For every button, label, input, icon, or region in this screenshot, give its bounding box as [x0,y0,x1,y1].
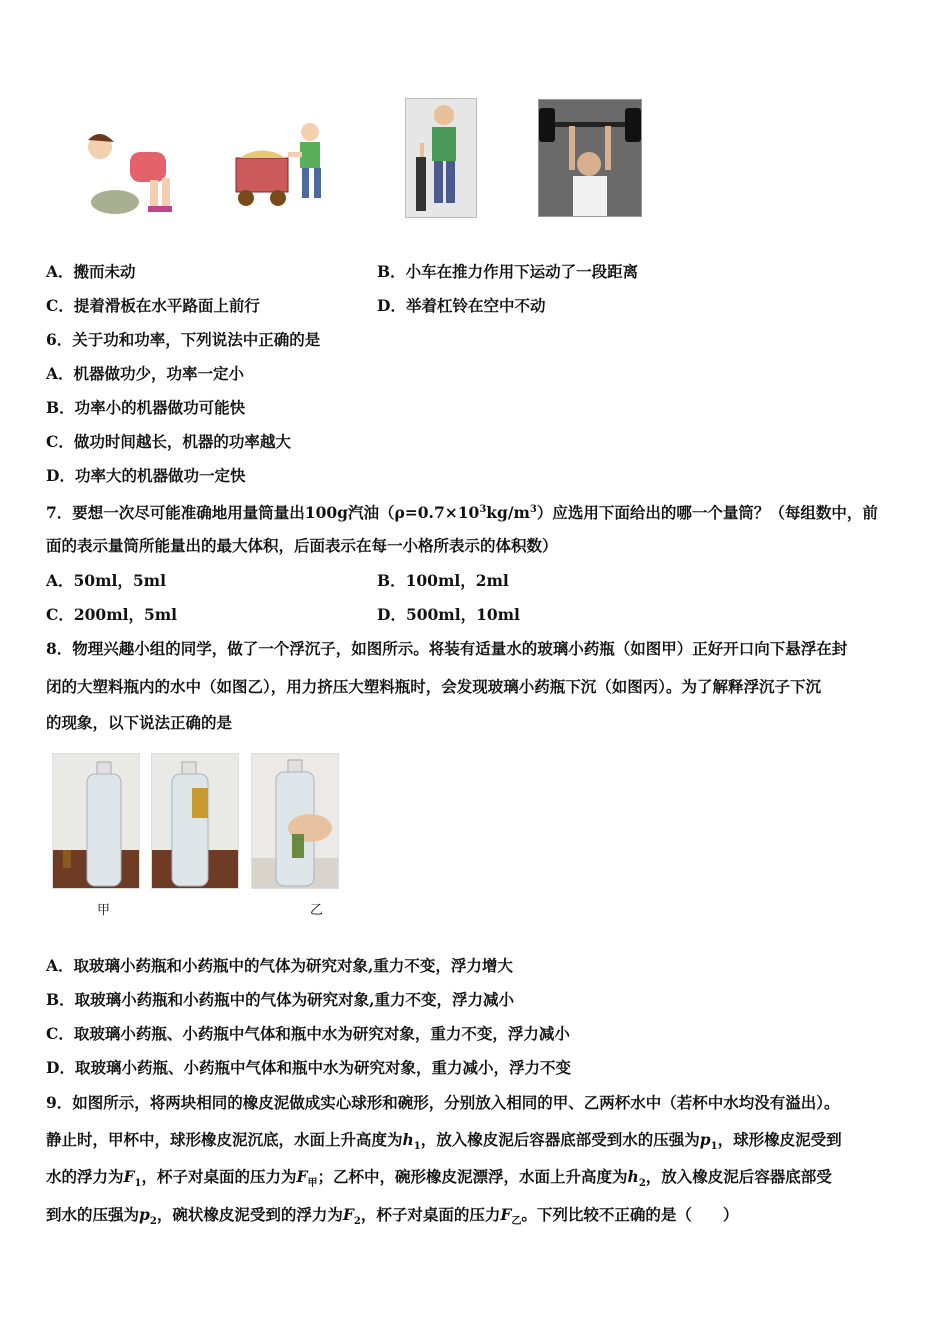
caption-jia: 甲 [97,903,111,918]
q9-line-2: 静止时，甲杯中，球形橡皮泥沉底，水面上升高度为$h_1$，放入橡皮泥后容器底部受到水的压强为$p_1$，球形橡皮泥受到 [46,1130,842,1153]
man-carrying-skateboard-figure [405,98,477,218]
q8-stem-line-1: 8．物理兴趣小组的同学，做了一个浮沉子，如图所示。将装有适量水的玻璃小药瓶（如图甲）正好开口向下悬浮在封 [46,639,848,658]
weightlifter-figure [538,99,642,217]
boy-pushing-cart-figure [230,118,345,210]
q5-option-c: C．提着滑板在水平路面上前行 [46,296,260,315]
q7-option-d: D．500ml，10ml [377,605,520,624]
bottle-photo-yi [151,753,239,889]
q7-stem-line-1: 7．要想一次尽可能准确地用量筒量出100g汽油$(\rho=0.7\times 10^3kg/m^3)$应选用下面给出的哪一个量筒？（每组数中，前 [46,503,878,523]
q5-option-a: A．搬而未动 [46,262,136,281]
q8-stem-line-2: 闭的大塑料瓶内的水中（如图乙），用力挤压大塑料瓶时，会发现玻璃小药瓶下沉（如图丙）。为了解释浮沉子下沉 [46,677,822,696]
woman-lifting-rock-figure [70,112,180,216]
q7-stem-line-2: 面的表示量筒所能量出的最大体积，后面表示在每一小格所表示的体积数） [46,536,558,555]
q5-option-d: D．举着杠铃在空中不动 [377,296,546,315]
q5-option-b: B．小车在推力作用下运动了一段距离 [377,262,639,281]
q6-option-c: C．做功时间越长，机器的功率越大 [46,432,291,451]
bottle-photo-jia [52,753,140,889]
q8-option-d: D．取玻璃小药瓶、小药瓶中气体和瓶中水为研究对象，重力减小，浮力不变 [46,1058,571,1077]
q6-stem: 6．关于功和功率，下列说法中正确的是 [46,330,321,349]
q8-stem-line-3: 的现象，以下说法正确的是 [46,713,233,732]
q7-option-a: A．50ml，5ml [46,571,166,590]
q6-option-d: D．功率大的机器做功一定快 [46,466,246,485]
q9-line-4: 到水的压强为$p_2$，碗状橡皮泥受到的浮力为$F_2$，杯子对桌面的压力$F_乙$。下列比较不正确的是（ ） [46,1205,739,1228]
q8-option-c: C．取玻璃小药瓶、小药瓶中气体和瓶中水为研究对象，重力不变，浮力减小 [46,1024,570,1043]
q8-option-a: A．取玻璃小药瓶和小药瓶中的气体为研究对象,重力不变，浮力增大 [46,956,513,975]
caption-yi: 乙 [310,903,324,918]
q6-option-a: A．机器做功少，功率一定小 [46,364,245,383]
q9-line-1: 9．如图所示，将两块相同的橡皮泥做成实心球形和碗形，分别放入相同的甲、乙两杯水中（若杯中水均没有溢出）。 [46,1093,840,1112]
q6-option-b: B．功率小的机器做功可能快 [46,398,246,417]
q7-option-c: C．200ml，5ml [46,605,178,624]
q7-option-b: B．100ml，2ml [377,571,509,590]
q8-option-b: B．取玻璃小药瓶和小药瓶中的气体为研究对象,重力不变，浮力减小 [46,990,514,1009]
q9-line-3: 水的浮力为$F_1$，杯子对桌面的压力为$F_甲$；乙杯中，碗形橡皮泥漂浮，水面上升高度为$h_2$，放入橡皮泥后容器底部受 [46,1167,832,1190]
bottle-photo-bing [251,753,339,889]
